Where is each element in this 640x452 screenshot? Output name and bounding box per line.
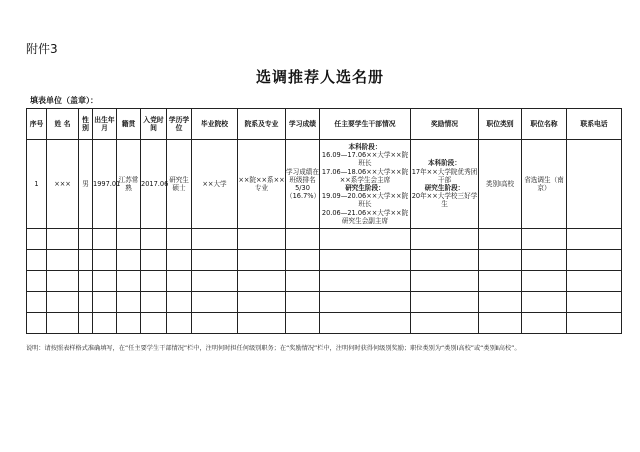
- blank-row: [27, 229, 622, 250]
- blank-cell: [117, 313, 141, 334]
- header-cell: 入党时间: [141, 109, 167, 140]
- blank-cell: [47, 313, 79, 334]
- blank-cell: [47, 229, 79, 250]
- blank-cell: [167, 313, 192, 334]
- blank-cell: [411, 229, 479, 250]
- blank-cell: [93, 229, 117, 250]
- blank-cell: [320, 229, 411, 250]
- blank-cell: [479, 271, 522, 292]
- blank-cell: [567, 313, 622, 334]
- blank-cell: [27, 250, 47, 271]
- awards-pg-heading: 研究生阶段：: [424, 184, 465, 192]
- blank-cell: [238, 292, 286, 313]
- blank-cell: [117, 250, 141, 271]
- awards-ug-heading: 本科阶段：: [428, 159, 461, 168]
- blank-cell: [141, 313, 167, 334]
- blank-cell: [522, 229, 567, 250]
- header-cell: 性别: [79, 109, 93, 140]
- blank-cell: [320, 271, 411, 292]
- blank-cell: [141, 250, 167, 271]
- blank-cell: [167, 271, 192, 292]
- blank-cell: [567, 229, 622, 250]
- header-cell: 学习成绩: [286, 109, 320, 140]
- blank-cell: [192, 250, 238, 271]
- blank-cell: [411, 250, 479, 271]
- blank-cell: [192, 229, 238, 250]
- blank-cell: [117, 292, 141, 313]
- header-row: [27, 109, 622, 140]
- awards-line: 20年××大学校三好学生: [411, 192, 478, 209]
- awards-line: 17年××大学院优秀团干部: [411, 167, 478, 184]
- cadre-line: 20.06—21.06××大学××院研究生会副主席: [321, 208, 409, 225]
- header-cell: 学历学位: [167, 109, 192, 140]
- blank-cell: [79, 292, 93, 313]
- blank-cell: [286, 229, 320, 250]
- footnote: 说明：请按照表样格式准确填写，在“任主要学生干部情况”栏中，注明何时担任何级别职务；在“奖励情况”栏中，注明何时获得何级别奖励；职位类别为“类别Ⅰ高校”或“类别Ⅱ高校”。: [26, 345, 521, 352]
- blank-cell: [286, 292, 320, 313]
- blank-cell: [411, 271, 479, 292]
- page-title: 选调推荐人选名册: [255, 68, 384, 86]
- blank-cell: [141, 229, 167, 250]
- blank-cell: [411, 313, 479, 334]
- blank-row: [27, 250, 622, 271]
- blank-cell: [79, 271, 93, 292]
- cadre-pg-heading: 研究生阶段：: [345, 184, 385, 192]
- blank-cell: [238, 229, 286, 250]
- blank-cell: [192, 313, 238, 334]
- header-cell: 职位类别: [479, 109, 522, 140]
- attachment-label: 附件3: [26, 42, 58, 56]
- blank-cell: [27, 313, 47, 334]
- blank-cell: [522, 292, 567, 313]
- blank-row: [27, 292, 622, 313]
- header-cell: 出生年月: [93, 109, 117, 140]
- blank-cell: [27, 292, 47, 313]
- blank-row: [27, 313, 622, 334]
- blank-cell: [320, 250, 411, 271]
- blank-cell: [47, 292, 79, 313]
- blank-cell: [167, 292, 192, 313]
- blank-cell: [522, 250, 567, 271]
- blank-cell: [286, 313, 320, 334]
- blank-cell: [47, 271, 79, 292]
- name-cell: ×××: [47, 140, 79, 229]
- native-place-cell: 江苏常熟: [117, 140, 141, 229]
- score-cell: 学习成绩在班级排名5/30（16.7%）: [286, 140, 320, 229]
- cadre-cell: [320, 140, 411, 229]
- unit-label: 填表单位（盖章）：: [30, 96, 98, 105]
- gender-cell: 男: [79, 140, 93, 229]
- blank-cell: [522, 271, 567, 292]
- blank-cell: [117, 271, 141, 292]
- blank-cell: [479, 250, 522, 271]
- table-row: [27, 140, 622, 229]
- header-cell: 籍贯: [117, 109, 141, 140]
- blank-cell: [567, 250, 622, 271]
- cadre-line: 17.06—18.06××大学××院××系学生会主席: [321, 167, 409, 184]
- category-cell: 类别Ⅰ高校: [479, 140, 522, 229]
- row-number: 1: [27, 140, 47, 229]
- school-cell: ××大学: [192, 140, 238, 229]
- degree-cell: 研究生硕士: [167, 140, 192, 229]
- blank-cell: [93, 271, 117, 292]
- blank-cell: [93, 292, 117, 313]
- cadre-line: 16.09—17.06××大学××院班长: [321, 151, 409, 168]
- roster-table: [26, 108, 622, 334]
- blank-cell: [286, 250, 320, 271]
- blank-cell: [238, 313, 286, 334]
- major-cell: ××院××系××专业: [238, 140, 286, 229]
- blank-cell: [141, 271, 167, 292]
- blank-cell: [567, 292, 622, 313]
- blank-cell: [93, 250, 117, 271]
- blank-cell: [479, 229, 522, 250]
- awards-cell: [411, 140, 479, 229]
- blank-row: [27, 271, 622, 292]
- header-cell: 毕业院校: [192, 109, 238, 140]
- blank-cell: [79, 250, 93, 271]
- blank-cell: [479, 313, 522, 334]
- header-cell: 职位名称: [522, 109, 567, 140]
- phone-cell: [567, 140, 622, 229]
- header-cell: 序号: [27, 109, 47, 140]
- blank-cell: [79, 313, 93, 334]
- header-cell: 院系及专业: [238, 109, 286, 140]
- blank-cell: [141, 292, 167, 313]
- party-date-cell: 2017.06: [141, 140, 167, 229]
- blank-cell: [27, 271, 47, 292]
- blank-cell: [117, 229, 141, 250]
- blank-cell: [320, 313, 411, 334]
- blank-cell: [286, 271, 320, 292]
- blank-cell: [238, 250, 286, 271]
- blank-cell: [192, 271, 238, 292]
- header-cell: 姓 名: [47, 109, 79, 140]
- blank-cell: [93, 313, 117, 334]
- position-cell: 省选调生（南京）: [522, 140, 567, 229]
- blank-cell: [411, 292, 479, 313]
- blank-cell: [47, 250, 79, 271]
- blank-cell: [238, 271, 286, 292]
- blank-cell: [167, 229, 192, 250]
- birth-cell: 1997.01: [93, 140, 117, 229]
- blank-cell: [522, 313, 567, 334]
- blank-cell: [320, 292, 411, 313]
- cadre-line: 19.09—20.06××大学××院班长: [321, 192, 409, 209]
- blank-cell: [79, 229, 93, 250]
- header-cell: 奖励情况: [411, 109, 479, 140]
- cadre-ug-heading: 本科阶段：: [348, 142, 382, 151]
- blank-cell: [192, 292, 238, 313]
- header-cell: 联系电话: [567, 109, 622, 140]
- header-cell: 任主要学生干部情况: [320, 109, 411, 140]
- blank-cell: [479, 292, 522, 313]
- blank-cell: [167, 250, 192, 271]
- blank-cell: [567, 271, 622, 292]
- blank-cell: [27, 229, 47, 250]
